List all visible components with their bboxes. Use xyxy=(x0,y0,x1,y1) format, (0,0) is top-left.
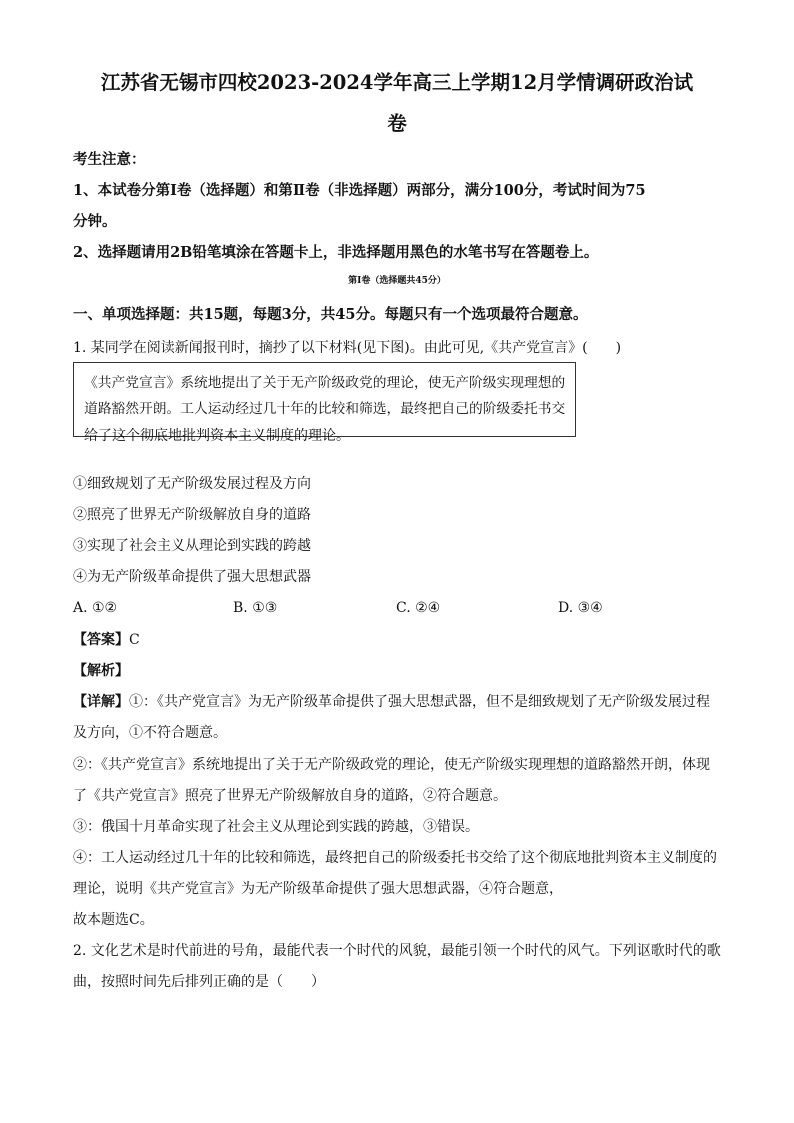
explanation-line-5: ③：俄国十月革命实现了社会主义从理论到实践的跨越，③错误。 xyxy=(73,819,479,835)
statement-3: ③实现了社会主义从理论到实践的跨越 xyxy=(73,538,311,554)
analysis-label: 【解析】 xyxy=(73,663,129,679)
notice-item-2: 2、选择题请用2B铅笔填涂在答题卡上，非选择题用黑色的水笔书写在答题卷上。 xyxy=(73,244,599,261)
explanation-line-2: 及方向，①不符合题意。 xyxy=(73,725,227,741)
section-instruction: 一、单项选择题：共15题，每题3分，共45分。每题只有一个选项最符合题意。 xyxy=(73,306,588,323)
explanation-line-8: 故本题选C。 xyxy=(73,912,154,928)
material-box xyxy=(73,362,576,444)
question-2-stem-cont: 曲，按照时间先后排列正确的是（ ） xyxy=(73,974,325,990)
statement-2: ②照亮了世界无产阶级解放自身的道路 xyxy=(73,507,311,523)
material-line-1: 《共产党宣言》系统地提出了关于无产阶级政党的理论，使无产阶级实现理想的 xyxy=(84,375,566,391)
notice-heading: 考生注意： xyxy=(73,151,146,168)
option-c: C. ②④ xyxy=(396,600,441,616)
explanation-text-1: ①：《共产党宣言》为无产阶级革命提供了强大思想武器，但不是细致规划了无产阶级发展过程 xyxy=(129,694,710,710)
option-b: B. ①③ xyxy=(233,600,278,616)
material-line-3: 给了这个彻底地批判资本主义制度的理论。 xyxy=(84,428,350,444)
answer-value: C xyxy=(129,632,140,648)
explanation-line-1 xyxy=(73,695,733,709)
statement-4: ④为无产阶级革命提供了强大思想武器 xyxy=(73,569,311,585)
option-d: D. ③④ xyxy=(558,600,603,616)
section-title: 第Ⅰ卷（选择题共45分） xyxy=(348,276,446,286)
question-1-stem: 1. 某同学在阅读新闻报刊时，摘抄了以下材料(见下图)。由此可见,《共产党宣言》( ) xyxy=(73,340,622,356)
option-a: A. ①② xyxy=(73,600,118,616)
detail-label: 【详解】 xyxy=(73,694,129,710)
answer-line xyxy=(73,633,733,647)
explanation-line-6: ④：工人运动经过几十年的比较和筛选，最终把自己的阶级委托书交给了这个彻底地批判资本主义制度的 xyxy=(73,850,717,866)
page-title-line-2: 卷 xyxy=(387,112,407,135)
explanation-line-4: 了《共产党宣言》照亮了世界无产阶级解放自身的道路，②符合题意。 xyxy=(73,788,507,804)
material-line-2: 道路豁然开朗。工人运动经过几十年的比较和筛选，最终把自己的阶级委托书交 xyxy=(84,401,566,417)
explanation-line-3: ②：《共产党宣言》系统地提出了关于无产阶级政党的理论，使无产阶级实现理想的道路豁然开朗，体现 xyxy=(73,757,710,773)
notice-item-1-cont: 分钟。 xyxy=(73,213,117,230)
page-title-line-1: 江苏省无锡市四校2023-2024学年高三上学期12月学情调研政治试 xyxy=(100,71,694,94)
answer-label: 【答案】 xyxy=(73,632,129,648)
statement-1: ①细致规划了无产阶级发展过程及方向 xyxy=(73,476,311,492)
explanation-line-7: 理论，说明《共产党宣言》为无产阶级革命提供了强大思想武器，④符合题意， xyxy=(73,881,563,897)
question-2-stem: 2. 文化艺术是时代前进的号角，最能代表一个时代的风貌，最能引领一个时代的风气。下列讴歌时代的歌 xyxy=(73,943,721,959)
notice-item-1: 1、本试卷分第Ⅰ卷（选择题）和第Ⅱ卷（非选择题）两部分，满分100分，考试时间为75 xyxy=(73,182,646,199)
